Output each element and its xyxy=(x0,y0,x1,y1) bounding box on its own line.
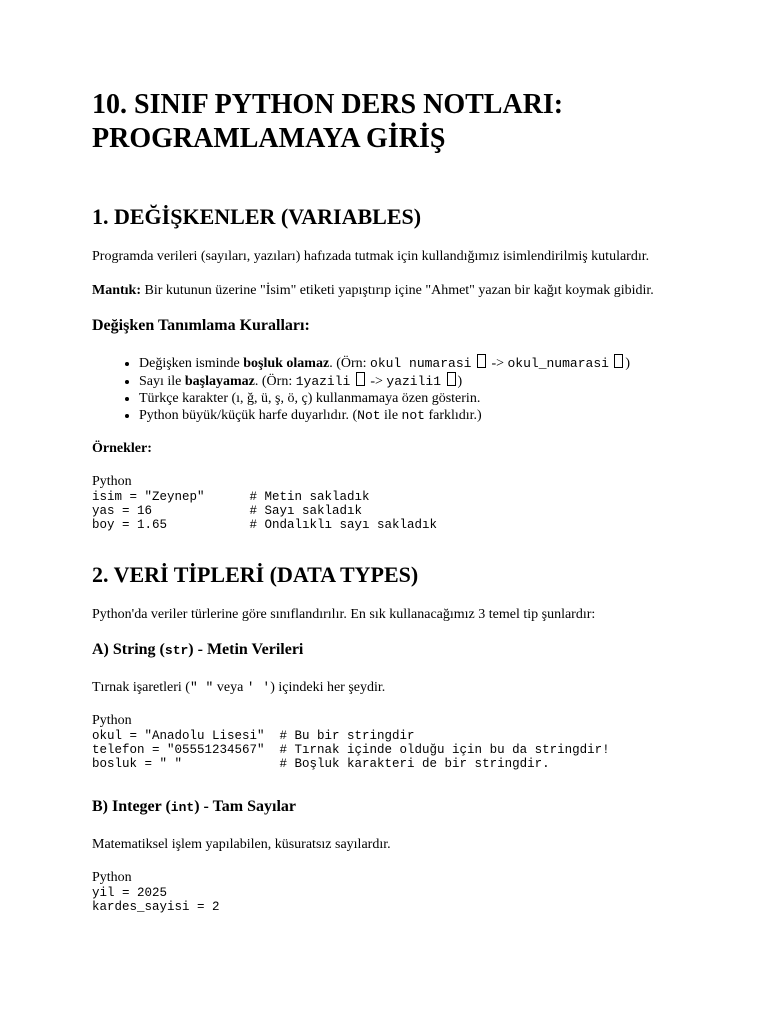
subheading-code: int xyxy=(170,800,195,815)
examples-label-text: Örnekler: xyxy=(92,441,152,456)
rule-text: ) xyxy=(457,374,463,389)
rule-text: Değişken isminde xyxy=(139,356,244,371)
code-block-string xyxy=(92,713,692,771)
rule-code: not xyxy=(401,408,425,423)
rules-list xyxy=(92,354,692,424)
string-desc-text: Tırnak işaretleri ( xyxy=(92,680,190,695)
rules-heading: Değişken Tanımlama Kuralları: xyxy=(92,317,310,334)
rule-arrow: -> xyxy=(366,374,387,389)
rule-text: Sayı ile xyxy=(139,374,185,389)
string-desc-code: ' ' xyxy=(246,680,271,695)
code-language-label: Python xyxy=(92,713,132,728)
code-line: okul = "Anadolu Lisesi" # Bu bir stringdir xyxy=(92,729,415,743)
subheading-text: A) String ( xyxy=(92,641,165,658)
code-block-variables xyxy=(92,474,692,532)
string-desc-text: veya xyxy=(213,680,247,695)
rule-item xyxy=(139,354,692,372)
code-line: boy = 1.65 # Ondalıklı sayı sakladık xyxy=(92,518,438,532)
logic-text: Bir kutunun üzerine "İsim" etiketi yapıştırıp içine "Ahmet" yazan bir kağıt koymak gibidir. xyxy=(141,283,654,298)
rule-arrow: -> xyxy=(487,356,508,371)
subheading-string xyxy=(92,640,692,661)
code-line: yil = 2025 xyxy=(92,886,168,900)
rule-code: Not xyxy=(357,408,381,423)
code-line: isim = "Zeynep" # Metin sakladık xyxy=(92,490,370,504)
section-heading-variables: 1. DEĞİŞKENLER (VARIABLES) xyxy=(92,204,422,229)
rule-item: • Türkçe karakter (ı, ğ, ü, ş, ö, ç) kullanmamaya özen gösterin. xyxy=(139,390,692,407)
subheading-text: B) Integer ( xyxy=(92,798,171,815)
rule-code: okul numarasi xyxy=(370,356,472,371)
variables-intro: Programda verileri (sayıları, yazıları) hafızada tutmak için kullandığımız isimlendirilmiş kutulardır. xyxy=(92,249,650,264)
page-title xyxy=(92,88,692,156)
page-title-line2: PROGRAMLAMAYA GİRİŞ xyxy=(92,123,446,154)
rule-code: 1yazili xyxy=(295,374,351,389)
rule-text: . (Örn: xyxy=(329,356,371,371)
rule-bold: başlayamaz xyxy=(184,374,255,389)
rule-code: yazili1 xyxy=(386,374,441,389)
subheading-text: ) - Metin Verileri xyxy=(188,641,304,658)
code-line: telefon = "05551234567" # Tırnak içinde olduğu için bu da stringdir! xyxy=(92,743,610,757)
rule-bold: boşluk olamaz xyxy=(243,356,330,371)
string-desc-code: " " xyxy=(189,680,214,695)
code-language-label: Python xyxy=(92,474,132,489)
string-description xyxy=(92,679,692,696)
rule-text: ) xyxy=(625,356,631,371)
integer-description: Matematiksel işlem yapılabilen, küsuratsız sayılardır. xyxy=(92,837,391,852)
document-page xyxy=(92,88,692,940)
rule-text: . (Örn: xyxy=(254,374,296,389)
rule-item xyxy=(139,407,692,424)
logic-paragraph xyxy=(92,282,692,299)
missing-glyph-icon xyxy=(477,354,486,368)
examples-label xyxy=(92,440,692,457)
code-line: kardes_sayisi = 2 xyxy=(92,900,220,914)
code-block-integer xyxy=(92,870,692,914)
code-line: bosluk = " " # Boşluk karakteri de bir stringdir. xyxy=(92,757,550,771)
subheading-integer xyxy=(92,797,692,818)
missing-glyph-icon xyxy=(447,372,456,386)
rule-code: okul_numarasi xyxy=(507,356,609,371)
logic-label: Mantık: xyxy=(92,283,141,298)
data-types-intro: Python'da veriler türlerine göre sınıflandırılır. En sık kullanacağımız 3 temel tip şunlardır: xyxy=(92,607,596,622)
code-line: yas = 16 # Sayı sakladık xyxy=(92,504,363,518)
rule-text: ile xyxy=(380,408,402,423)
rule-item xyxy=(139,372,692,390)
missing-glyph-icon xyxy=(614,354,623,368)
subheading-text: ) - Tam Sayılar xyxy=(194,798,296,815)
string-desc-text: ) içindeki her şeydir. xyxy=(270,680,386,695)
rule-text: farklıdır.) xyxy=(424,408,482,423)
subheading-code: str xyxy=(164,643,189,658)
rule-text: Python büyük/küçük harfe duyarlıdır. ( xyxy=(139,408,358,423)
section-heading-data-types: 2. VERİ TİPLERİ (DATA TYPES) xyxy=(92,562,419,587)
missing-glyph-icon xyxy=(356,372,365,386)
page-title-line1: 10. SINIF PYTHON DERS NOTLARI: xyxy=(92,89,564,120)
code-language-label: Python xyxy=(92,870,132,885)
